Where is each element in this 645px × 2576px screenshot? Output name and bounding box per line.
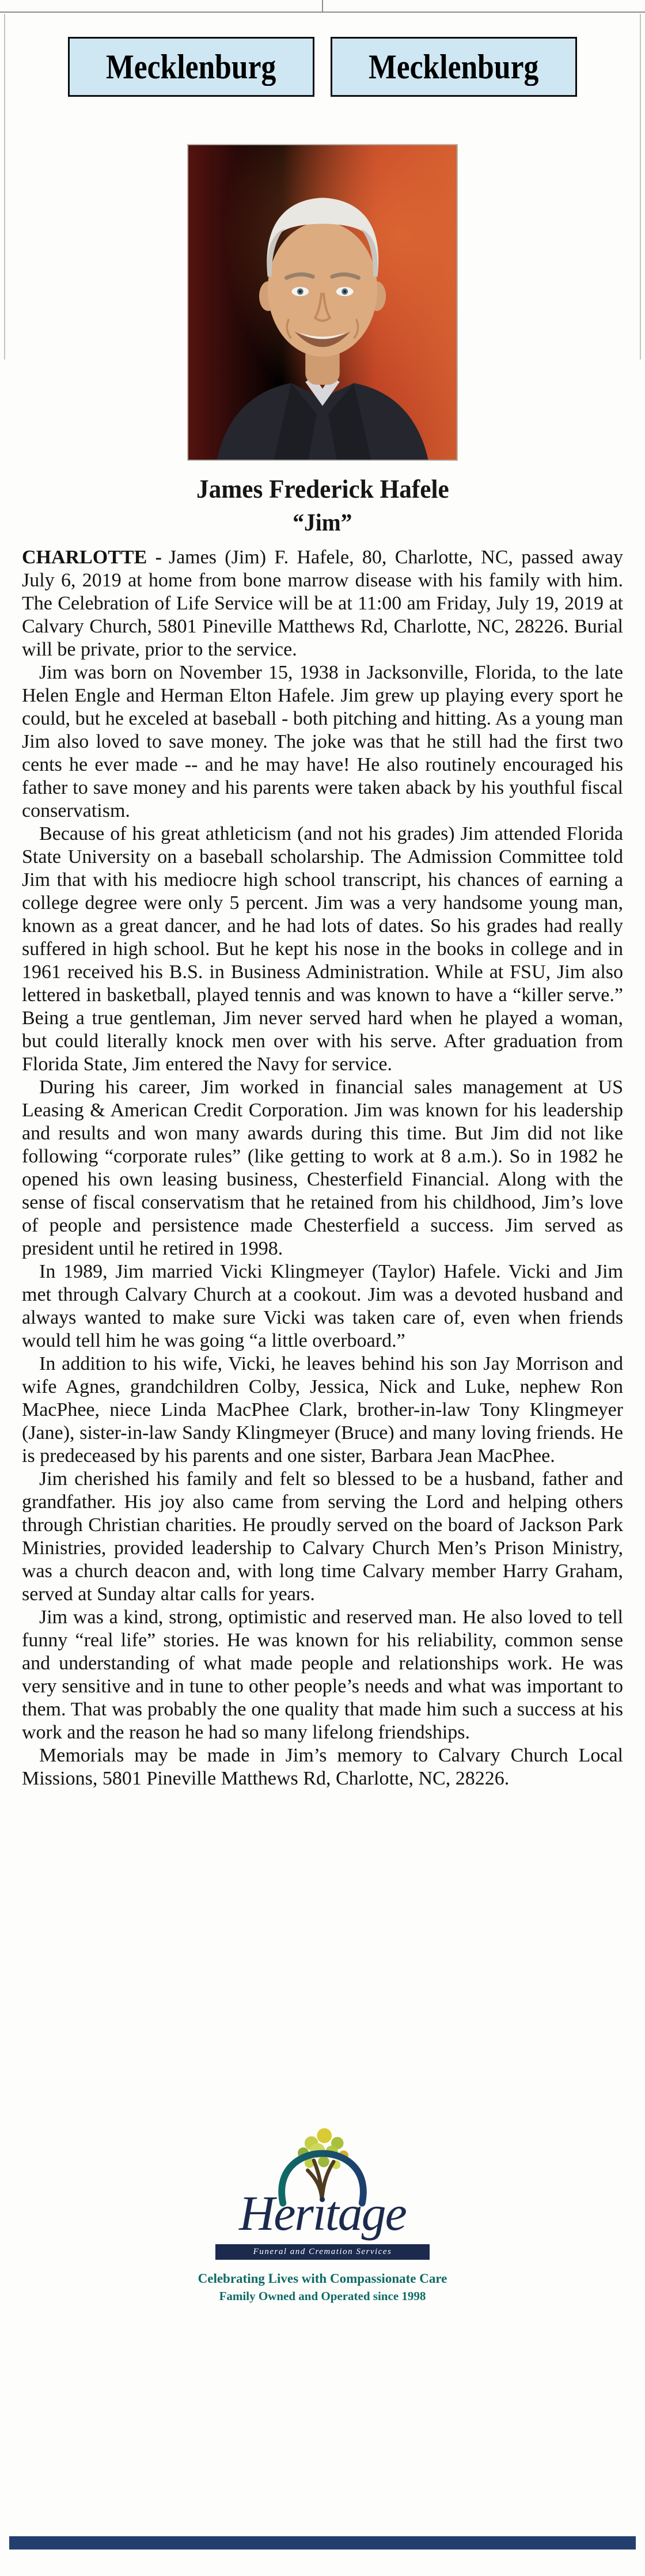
deceased-nickname-heading: “Jim” — [293, 510, 352, 536]
obituary-paragraph: In addition to his wife, Vicki, he leaves behind his son Jay Morrison and wife Agnes, grandchildren Colby, Jessica, Nick and Luke, nephew Ron MacPhee, niece Linda MacPhee Clark, brother-in-law Tony Klingmeyer (Jane), sister-in-law Sandy Klingmeyer (Bruce) and many loving friends. He is predeceased by his parents and one sister, Barbara Jean MacPhee. — [22, 1353, 623, 1467]
funeral-home-tagline-1: Celebrating Lives with Compassionate Care — [198, 2271, 447, 2286]
obituary-paragraph: Because of his great athleticism (and not his grades) Jim attended Florida State University on a baseball scholarship. The Admission Committee told Jim that with his mediocre high school transcript, his chances of earning a college degree were only 5 percent. Jim was a very handsome young man, known as a great dancer, and he had lots of dates. So his grades had really suffered in high school. But he kept his nose in the books in college and in 1961 received his B.S. in Business Administration. While at FSU, Jim also lettered in basketball, played tennis and was known to have a “killer serve.” Being a true gentleman, Jim never served hard when he played a woman, but could literally knock men over with his serve. After graduation from Florida State, Jim entered the Navy for service. — [22, 823, 623, 1075]
obituary-portrait-photo — [187, 144, 458, 461]
funeral-home-tagline-2: Family Owned and Operated since 1998 — [219, 2289, 426, 2303]
funeral-home-logo — [0, 2106, 645, 2304]
masthead-row — [0, 37, 645, 97]
top-divider-rule — [0, 12, 645, 13]
funeral-home-services-label: Funeral and Cremation Services — [253, 2247, 392, 2256]
paragraph-text: James (Jim) F. Hafele, 80, Charlotte, NC, passed away July 6, 2019 at home from bone marrow disease with his family with him. The Celebration of Life Service will be at 11:00 am Friday, July 19, 2019 at Calvary Church, 5801 Pineville Matthews Rd, Charlotte, NC, 28226. Burial will be private, prior to the service. — [22, 547, 623, 660]
obituary-paragraph: Jim cherished his family and felt so blessed to be a husband, father and grandfather. His joy also came from serving the Lord and helping others through Christian charities. He proudly served on the board of Jackson Park Ministries, provided leadership to Calvary Church Men’s Prison Ministry, was a church deacon and, with long time Calvary member Harry Graham, served at Sunday altar calls for years. — [22, 1468, 623, 1605]
funeral-home-services-bar — [215, 2244, 430, 2260]
section-header-right — [331, 37, 577, 97]
section-header-right-label: Mecklenburg — [369, 47, 539, 86]
section-header-left — [68, 37, 314, 97]
obituary-paragraph: Jim was born on November 15, 1938 in Jacksonville, Florida, to the late Helen Engle and Herman Elton Hafele. Jim grew up playing every sport he could, but he exceled at baseball - both pitching and hitting. As a young man Jim also loved to save money. The joke was that he still had the first two cents he ever made -- and he may have! He also routinely encouraged his father to save money and his parents were taken aback by his youthful fiscal conservatism. — [22, 662, 623, 821]
center-column-rule — [322, 0, 323, 12]
obituary-paragraph: Memorials may be made in Jim’s memory to Calvary Church Local Missions, 5801 Pineville Matthews Rd, Charlotte, NC, 28226. — [22, 1745, 623, 1789]
tree-foliage — [298, 2128, 348, 2169]
bottom-rule-bar — [9, 2536, 636, 2550]
obituary-paragraph: Jim was a kind, strong, optimistic and reserved man. He also loved to tell funny “real life” stories. He was known for his reliability, common sense and understanding of what made people and relationships work. He was very sensitive and in tune to other people’s needs and what was important to them. That was probably the one quality that made him such a success at his work and the reason he had so many lifelong friendships. — [22, 1607, 623, 1743]
portrait-photo-image — [188, 145, 457, 460]
dateline-label: CHARLOTTE - — [22, 547, 162, 568]
deceased-name-heading: James Frederick Hafele — [196, 474, 449, 503]
obituary-paragraph — [22, 546, 623, 661]
section-header-left-label: Mecklenburg — [106, 47, 276, 86]
obituary-paragraph: During his career, Jim worked in financial sales management at US Leasing & American Credit Corporation. Jim was known for his leadership and results and won many awards during this time. But Jim did not like following “corporate rules” (like getting to work at 8 a.m.). So in 1982 he opened his own leasing business, Chesterfield Financial. Along with the sense of fiscal conservatism that he retained from his childhood, Jim’s love of people and persistence made Chesterfield a success. Jim served as president until he retired in 1998. — [22, 1077, 623, 1259]
obituary-paragraph: In 1989, Jim married Vicki Klingmeyer (Taylor) Hafele. Vicki and Jim met through Calvary Church at a cookout. Jim was a devoted husband and always wanted to make sure Vicki was taken care of, even when friends would tell him he was going “a little overboard.” — [22, 1261, 623, 1351]
obituary-body — [22, 546, 623, 1790]
funeral-home-name: Heritage — [239, 2185, 406, 2241]
